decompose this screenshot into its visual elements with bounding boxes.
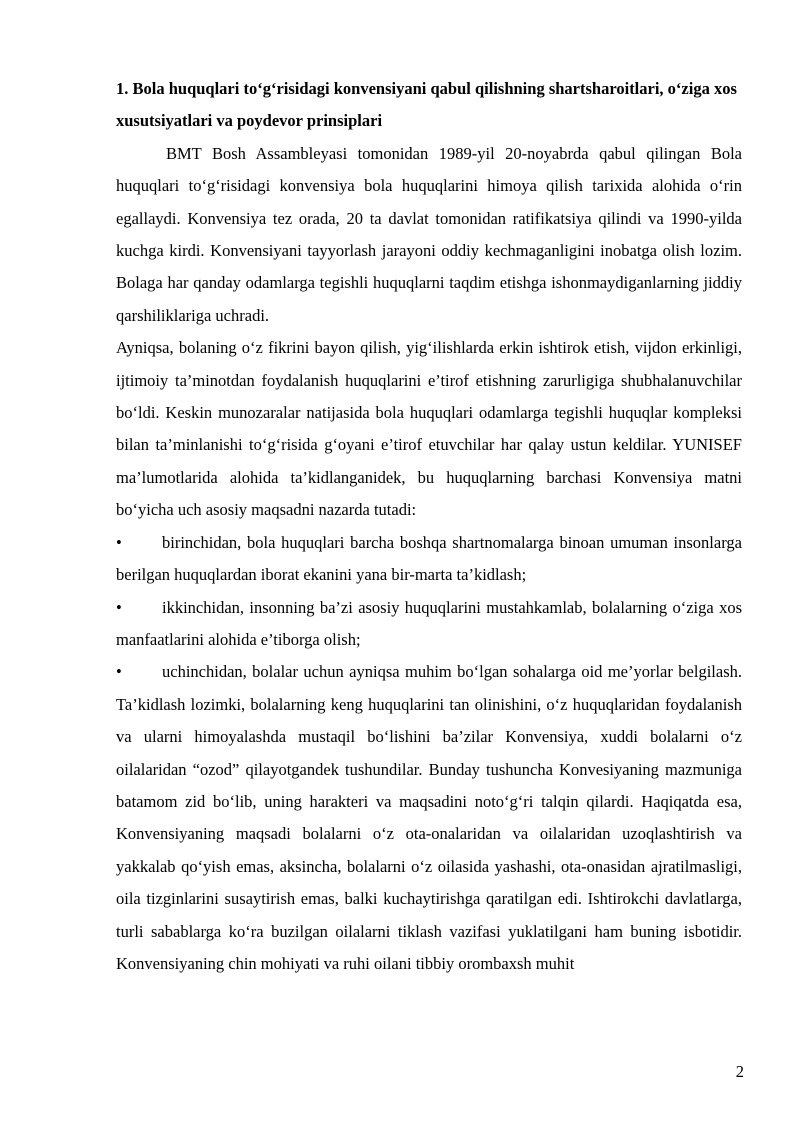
bullet-symbol: • — [116, 597, 122, 617]
bullet-text: ikkinchidan, insonning ba’zi asosiy huquqlarini mustahkamlab, bolalarning o‘ziga xos manfaatlarini alohida e’tiborga olish; — [116, 597, 742, 649]
section-heading: 1. Bola huquqlari to‘g‘risidagi konvensiyani qabul qilishning shartsharoitlari, o‘ziga xos xusutsiyatlari va poydevor prinsiplari — [116, 79, 737, 131]
paragraph-2: Ayniqsa, bolaning o‘z fikrini bayon qilish, yig‘ilishlarda erkin ishtirok etish, vijdon erkinligi, ijtimoiy ta’minotdan foydalanish huquqlarini e’tirof etishning zarurligiga shubhalanuvchilar bo‘ldi. Keskin munozaralar natijasida bola huquqlari odamlarga tegishli huquqlar kompleksi bilan ta’minlanishi to‘g‘risida g‘oyani e’tirof etuvchilar har qalay ustun keldilar. YUNISEF ma’lumotlarida alohida ta’kidlanganidek, bu huquqlarning barchasi Konvensiya matni bo‘yicha uch asosiy maqsadni nazarda tutadi: — [116, 338, 742, 520]
bullet-symbol: • — [116, 532, 122, 552]
bullet-item-2 — [116, 592, 742, 657]
bullet-item-3 — [116, 656, 742, 980]
document-body — [116, 73, 742, 980]
bullet-text: uchinchidan, bolalar uchun ayniqsa muhim bo‘lgan sohalarga oid me’yorlar belgilash. Ta’kidlash lozimki, bolalarning keng huquqlarini tan olinishini, o‘z huquqlaridan foydalanish va ularni himoyalashda mustaqil bo‘lishini ba’zilar Konvensiya, xuddi bolalarni o‘z oilalaridan “ozod” qilayotgandek tushundilar. Bunday tushuncha Konvesiyaning mazmuniga batamom zid bo‘lib, uning harakteri va maqsadini noto‘g‘ri talqin qilardi. Haqiqatda esa, Konvensiyaning maqsadi bolalarni o‘z ota-onalaridan va oilalaridan uzoqlashtirish va yakkalab qo‘yish emas, aksincha, bolalarni o‘z oilasida yashashi, ota-onasidan ajratilmasligi, oila tizginlarini susaytirish emas, balki kuchaytirishga qaratilgan edi. Ishtirokchi davlatlarga, turli sabablarga ko‘ra buzilgan oilalarni tiklash vazifasi yuklatilgani ham buning isbotidir. Konvensiyaning chin mohiyati va ruhi oilani tibbiy orombaxsh muhit — [116, 662, 742, 973]
bullet-item-1 — [116, 527, 742, 592]
bullet-symbol: • — [116, 662, 122, 682]
bullet-text: birinchidan, bola huquqlari barcha boshqa shartnomalarga binoan umuman insonlarga berilgan huquqlardan iborat ekanini yana bir-marta ta’kidlash; — [116, 532, 742, 585]
paragraph-1: BMT Bosh Assambleyasi tomonidan 1989-yil 20-noyabrda qabul qilingan Bola huquqlari to‘g‘risidagi konvensiya bola huquqlarini himoya qilish tarixida alohida o‘rin egallaydi. Konvensiya tez orada, 20 ta davlat tomonidan ratifikatsiya qilindi va 1990-yilda kuchga kirdi. Konvensiyani tayyorlash jarayoni oddiy kechmaganligini inobatga olish lozim. Bolaga har qanday odamlarga tegishli huquqlarni taqdim etishga ishonmaydiganlarning jiddiy qarshiliklariga uchradi. — [116, 143, 742, 325]
page-number: 2 — [735, 1062, 744, 1081]
